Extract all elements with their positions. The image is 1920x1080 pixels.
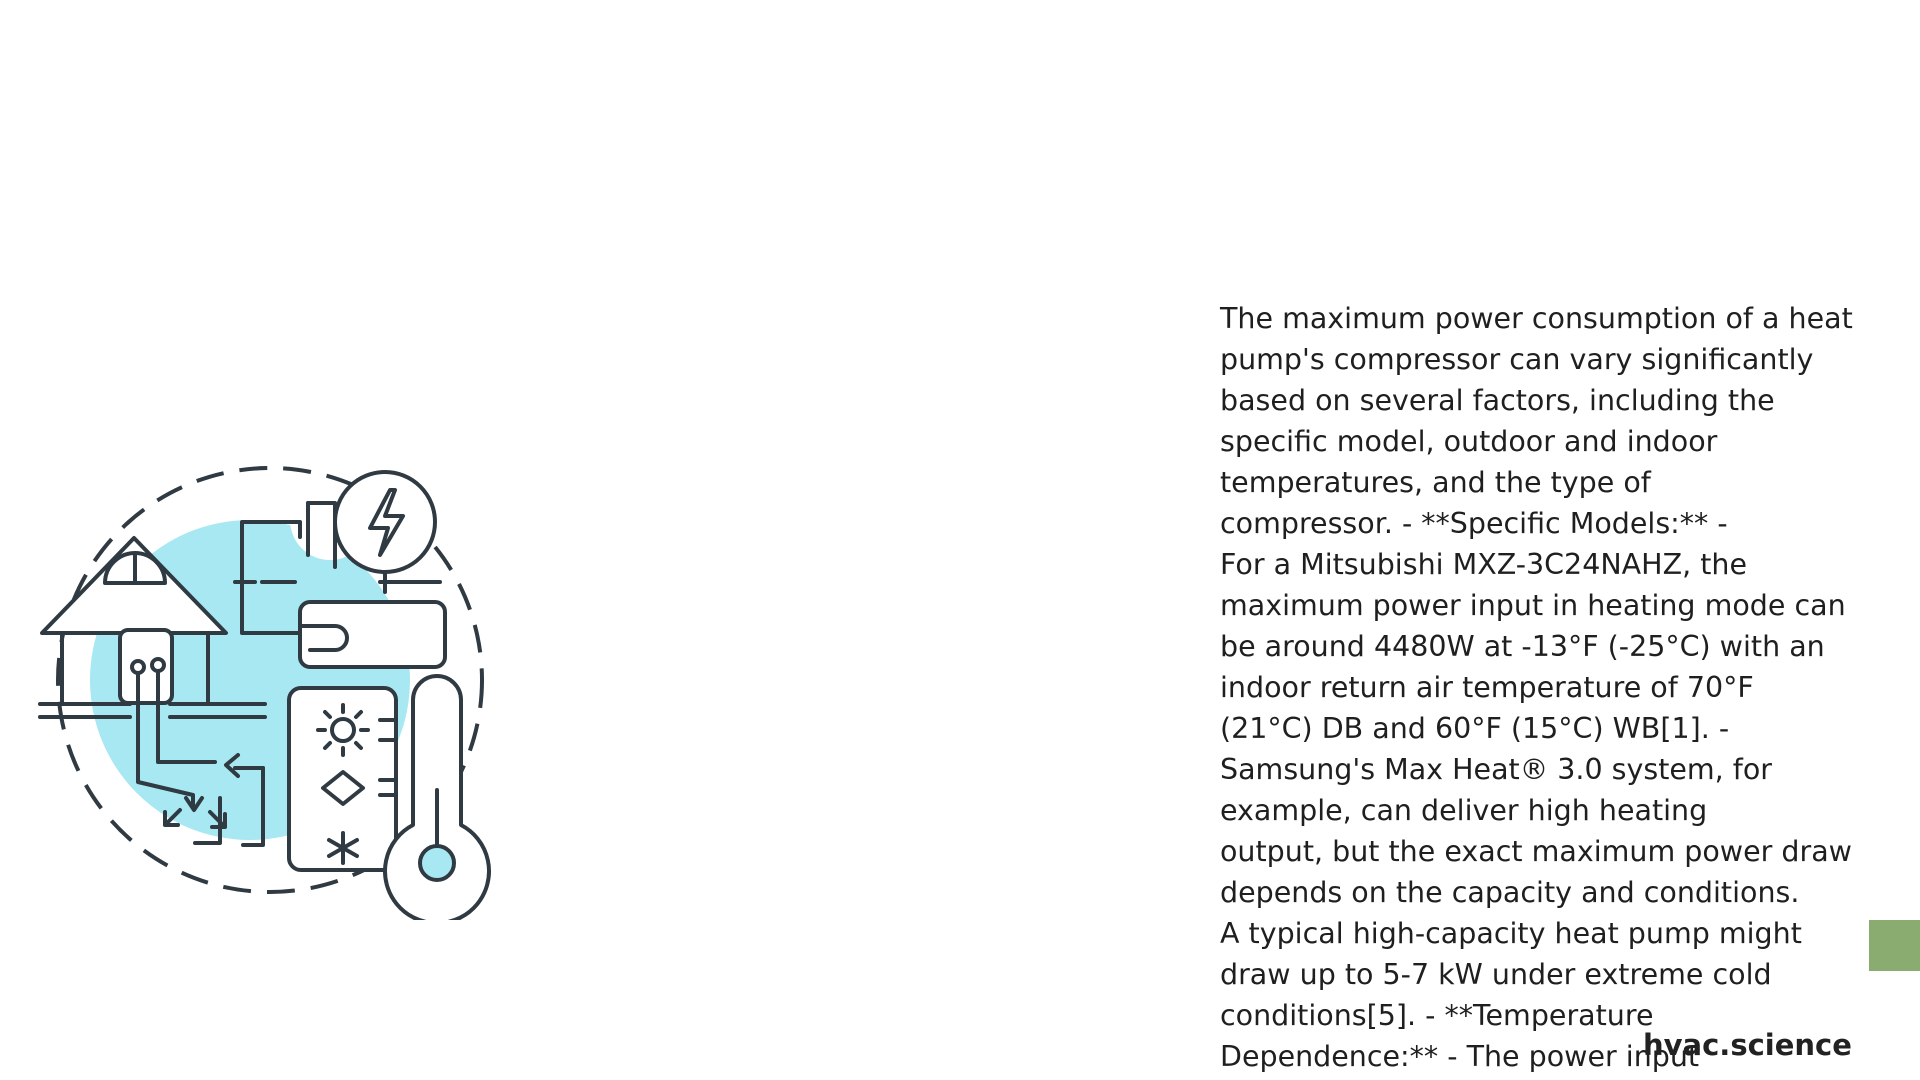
accent-tab[interactable] xyxy=(1869,920,1920,971)
site-watermark: hvac.science xyxy=(1643,1028,1852,1062)
heat-pump-illustration-svg xyxy=(30,450,510,920)
thermostat-remote-icon xyxy=(289,688,396,870)
heat-pump-illustration xyxy=(30,450,510,920)
article-body-text: The maximum power consumption of a heat pump's compressor can vary significantly based on several factors, including the specific model, outdoor and indoor temperatures, and the type of compressor. - **Specific Models:** - For a Mitsubishi MXZ-3C24NAHZ, the maximum power input in heating mode can be around 4480W at -13°F (-25°C) with an indoor return air temperature of 70°F (21°C) DB and 60°F (15°C) WB[1]. - Samsung's Max Heat® 3.0 system, for example, can deliver high heating output, but the exact maximum power draw depends on the capacity and conditions. A typical high-capacity heat pump might draw up to 5-7 kW under extreme cold conditions[5]. - **Temperature Dependence:** - The power input xyxy=(1220,302,1853,1073)
